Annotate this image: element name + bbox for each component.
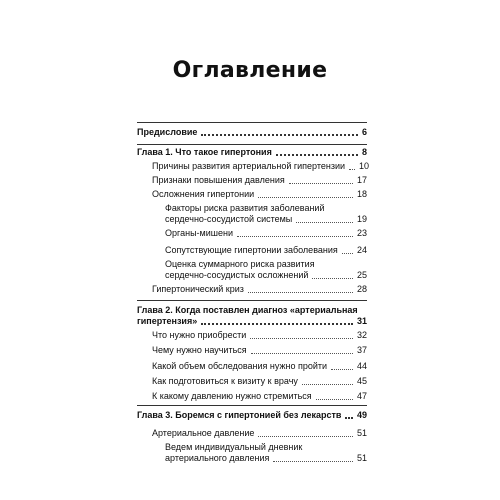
divider bbox=[137, 122, 367, 123]
toc-entry-label-cont: сердечно-сосудистых осложнений bbox=[165, 270, 309, 280]
toc-entry-label: Факторы риска развития заболеваний bbox=[165, 203, 325, 213]
toc-page-number: 49 bbox=[356, 410, 367, 420]
toc-entry-label: Гипертонический криз bbox=[152, 284, 244, 294]
toc-page-number: 28 bbox=[356, 284, 367, 294]
toc-entry-causes[interactable] bbox=[152, 161, 370, 172]
toc-page-number: 37 bbox=[356, 345, 367, 355]
toc-page-number: 51 bbox=[356, 428, 367, 438]
dot-leader bbox=[251, 353, 353, 354]
toc-page-number: 51 bbox=[356, 453, 367, 463]
dot-leader bbox=[201, 134, 358, 136]
toc-entry-label: Чему нужно научиться bbox=[152, 345, 247, 355]
toc-entry-preface[interactable] bbox=[137, 127, 367, 138]
toc-entry-label: Какой объем обследования нужно пройти bbox=[152, 361, 328, 371]
toc-entry-label: Что нужно приобрести bbox=[152, 330, 247, 340]
toc-page-number: 10 bbox=[359, 161, 370, 171]
dot-leader bbox=[331, 369, 353, 370]
dot-leader bbox=[273, 461, 353, 462]
toc-entry-label: Артериальное давление bbox=[152, 428, 255, 438]
dot-leader bbox=[258, 197, 353, 198]
dot-leader bbox=[237, 236, 353, 237]
toc-entry-label: Глава 3. Боремся с гипертонией без лекарств bbox=[137, 410, 342, 420]
divider bbox=[137, 405, 367, 406]
toc-entry-label-cont: артериального давления bbox=[165, 453, 270, 463]
toc-entry-chapter-2[interactable] bbox=[137, 305, 367, 327]
toc-entry-label: Ведем индивидуальный дневник bbox=[165, 442, 303, 452]
toc-page-number: 44 bbox=[356, 361, 367, 371]
dot-leader bbox=[250, 338, 353, 339]
toc-page-number: 45 bbox=[356, 376, 367, 386]
toc-entry-label: Осложнения гипертонии bbox=[152, 189, 255, 199]
toc-entry-what-to-learn[interactable] bbox=[152, 345, 367, 356]
dot-leader bbox=[302, 384, 353, 385]
dot-leader bbox=[349, 169, 355, 170]
divider bbox=[137, 144, 367, 145]
toc-page-number: 31 bbox=[356, 316, 367, 326]
toc-entry-blood-pressure[interactable] bbox=[152, 428, 367, 439]
toc-entry-label: Органы-мишени bbox=[165, 228, 233, 238]
dot-leader bbox=[316, 399, 353, 400]
toc-entry-target-pressure[interactable] bbox=[152, 391, 367, 402]
toc-page-number: 8 bbox=[361, 147, 367, 157]
dot-leader bbox=[201, 323, 353, 325]
dot-leader bbox=[342, 253, 353, 254]
toc-entry-chapter-1[interactable] bbox=[137, 147, 367, 158]
toc-entry-diary[interactable] bbox=[165, 442, 367, 464]
toc-entry-label: Глава 1. Что такое гипертония bbox=[137, 147, 272, 157]
toc-page-number: 19 bbox=[356, 214, 367, 224]
toc-entry-examination[interactable] bbox=[152, 361, 367, 372]
toc-entry-chapter-3[interactable] bbox=[137, 410, 367, 421]
toc-page-number: 6 bbox=[361, 127, 367, 137]
dot-leader bbox=[312, 278, 353, 279]
toc-entry-label: Как подготовиться к визиту к врачу bbox=[152, 376, 298, 386]
toc-entry-risk-assessment[interactable] bbox=[165, 259, 367, 281]
toc-entry-comorbidities[interactable] bbox=[165, 245, 367, 256]
toc-entry-crisis[interactable] bbox=[152, 284, 367, 295]
dot-leader bbox=[289, 183, 353, 184]
toc-page-number: 47 bbox=[356, 391, 367, 401]
toc-page-number: 18 bbox=[356, 189, 367, 199]
toc-entry-label: Оценка суммарного риска развития bbox=[165, 259, 315, 269]
toc-entry-label-cont: гипертензия» bbox=[137, 316, 198, 326]
toc-page-number: 24 bbox=[356, 245, 367, 255]
toc-entry-target-organs[interactable] bbox=[165, 228, 367, 239]
toc-page-number: 17 bbox=[356, 175, 367, 185]
dot-leader bbox=[248, 292, 353, 293]
divider bbox=[137, 300, 367, 301]
toc-entry-label-cont: сердечно-сосудистой системы bbox=[165, 214, 293, 224]
dot-leader bbox=[258, 436, 353, 437]
dot-leader bbox=[296, 222, 353, 223]
toc-entry-label: Предисловие bbox=[137, 127, 198, 137]
toc-entry-label: К какому давлению нужно стремиться bbox=[152, 391, 312, 401]
toc-entry-label: Признаки повышения давления bbox=[152, 175, 285, 185]
toc-page-number: 25 bbox=[356, 270, 367, 280]
dot-leader bbox=[345, 417, 353, 419]
dot-leader bbox=[276, 154, 358, 156]
toc-entry-what-to-buy[interactable] bbox=[152, 330, 367, 341]
toc-entry-label: Глава 2. Когда поставлен диагноз «артериальная bbox=[137, 305, 358, 315]
page-title: Оглавление bbox=[172, 58, 328, 83]
toc-entry-doctor-visit[interactable] bbox=[152, 376, 367, 387]
toc-entry-signs[interactable] bbox=[152, 175, 367, 186]
toc-entry-complications[interactable] bbox=[152, 189, 367, 200]
toc-entry-label: Причины развития артериальной гипертензии bbox=[152, 161, 346, 171]
toc-page-number: 32 bbox=[356, 330, 367, 340]
toc-entry-label: Сопутствующие гипертонии заболевания bbox=[165, 245, 338, 255]
toc-entry-risk-factors[interactable] bbox=[165, 203, 367, 225]
toc-page-number: 23 bbox=[356, 228, 367, 238]
